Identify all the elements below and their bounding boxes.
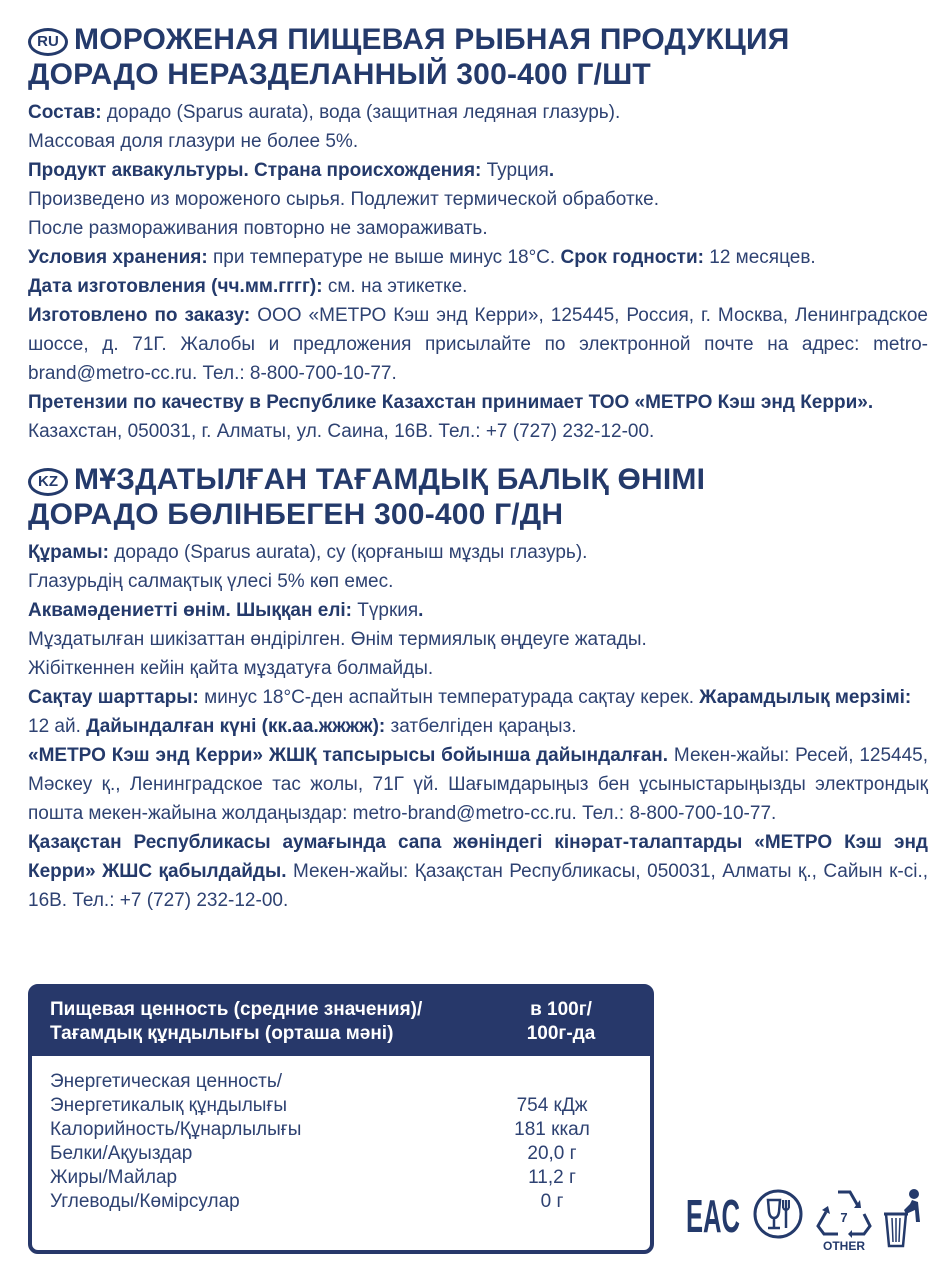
nutrition-header-title (32, 988, 472, 1056)
ru-storage-label: Условия хранения: (28, 247, 208, 268)
ru-production-date (28, 272, 928, 301)
table-row (50, 1190, 632, 1214)
ru-glaze: Массовая доля глазури не более 5%. (28, 131, 359, 152)
ru-made-label: Изготовлено по заказу: (28, 305, 251, 326)
food-contact-icon (752, 1188, 804, 1240)
tidyman-icon (882, 1186, 926, 1248)
kz-manufacturer (28, 741, 928, 828)
ru-title-line2: ДОРАДО НЕРАЗДЕЛАННЫЙ 300-400 Г/ШТ (28, 58, 651, 91)
ru-composition-label: Состав: (28, 102, 102, 123)
ru-date-label: Дата изготовления (чч.мм.гггг): (28, 276, 323, 297)
kz-composition (28, 538, 928, 567)
kz-aqua-label: Аквамәдениетті өнім. Шыққан елі: (28, 600, 352, 621)
nutrition-row-name: Калорийность/Құнарлылығы (50, 1119, 302, 1140)
kz-claims-label: Қазақстан Республикасы аумағында сапа жөніндегі кінәрат-талаптарды «МЕТРО Кэш энд Керри» ЖШС қабылдайды. (28, 832, 928, 882)
kz-language-badge: KZ (28, 468, 68, 496)
ru-aquaculture (28, 156, 928, 185)
kz-made-text: Мекен-жайы: Ресей, 125445, Мәскеу қ., Ленинградское тас жолы, 71Г үй. Шағымдарыңыз бен ұсыныстарыңызды электрондық пошта мекен-жайына жолдаңыздар: metro-brand@metro-cc.ru. Тел.: 8-800-700-10-77. (28, 745, 928, 824)
kz-claims-text: Мекен-жайы: Қазақстан Республикасы, 050031, Алматы қ., Сайын к-сі., 16В. Тел.: +7 (727) 232-12-00. (28, 861, 929, 911)
nutrition-row-value: 20,0 г (527, 1143, 577, 1164)
kz-shelf-text: 12 ай. (28, 716, 81, 737)
nutrition-row-energy-title (50, 1070, 632, 1094)
ru-made-text: ООО «МЕТРО Кэш энд Керри», 125445, Россия, г. Москва, Ленинградское шоссе, д. 71Г. Жалобы и предложения присылайте по электронной почте на адрес: metro-brand@metro-cc.ru. Тел.: 8-800-700-10-77. (28, 305, 928, 384)
kz-aquaculture (28, 596, 928, 625)
kz-title (74, 462, 705, 497)
kz-date-label: Дайындалған күні (кк.аа.жжжж): (86, 716, 386, 737)
kz-storage (28, 683, 928, 741)
ru-composition-text: дорадо (Sparus aurata), вода (защитная ледяная глазурь). (106, 102, 621, 123)
recycle-number: 7 (840, 1210, 848, 1225)
kz-claims (28, 828, 928, 915)
certification-marks (686, 1186, 926, 1256)
ru-shelf-text: 12 месяцев. (709, 247, 816, 268)
section-kz (28, 462, 928, 915)
eac-mark-text: EAC (686, 1190, 740, 1242)
ru-title-line1: МОРОЖЕНАЯ ПИЩЕВАЯ РЫБНАЯ ПРОДУКЦИЯ (74, 23, 790, 56)
ru-aqua-label: Продукт аквакультуры. Страна происхождения: (28, 160, 482, 181)
kz-composition-text: дорадо (Sparus aurata), су (қорғаныш мұзды глазурь). (114, 542, 588, 563)
kz-shelf-label: Жарамдылық мерзімі: (699, 687, 912, 708)
kz-title-line1: МҰЗДАТЫЛҒАН ТАҒАМДЫҚ БАЛЫҚ ӨНІМІ (74, 463, 706, 496)
nutrition-table (28, 984, 654, 1254)
kz-storage-text: минус 18°С-ден аспайтын температурада сақтау керек. (204, 687, 695, 708)
ru-refreeze: После размораживания повторно не замораживать. (28, 218, 488, 239)
nutrition-energy-label-line1: Энергетическая ценность/ (50, 1071, 283, 1092)
label-text (28, 22, 928, 915)
ru-aqua-value: Турция (486, 160, 549, 181)
table-row (50, 1166, 632, 1190)
kz-aqua-dot: . (418, 600, 424, 621)
nutrition-row-name: Белки/Ақуыздар (50, 1143, 193, 1164)
section-ru (28, 22, 928, 446)
nutrition-row-name: Углеводы/Көмірсулар (50, 1191, 240, 1212)
kz-storage-label: Сақтау шарттары: (28, 687, 199, 708)
kz-body (28, 538, 928, 915)
kz-title-line2: ДОРАДО БӨЛІНБЕГЕН 300-400 Г/ДН (28, 498, 564, 531)
ru-claims-label: Претензии по качеству в Республике Казахстан принимает ТОО «МЕТРО Кэш энд Керри». (28, 392, 874, 413)
kz-composition-label: Құрамы: (28, 542, 109, 563)
ru-title (74, 22, 790, 57)
nutrition-row-value: 11,2 г (528, 1167, 576, 1188)
table-row (50, 1142, 632, 1166)
nutrition-header-per-line1: в 100г/ (530, 999, 592, 1020)
nutrition-energy-label-line2: Энергетикалық құндылығы (50, 1095, 288, 1116)
nutrition-row-value: 0 г (540, 1191, 564, 1212)
ru-produced: Произведено из мороженого сырья. Подлежит термической обработке. (28, 189, 660, 210)
ru-composition (28, 98, 928, 127)
nutrition-row-name: Жиры/Майлар (50, 1167, 178, 1188)
ru-body (28, 98, 928, 446)
eac-mark (686, 1188, 742, 1242)
nutrition-header-title-line2: Тағамдық құндылығы (орташа мәні) (50, 1023, 394, 1044)
ru-language-badge: RU (28, 28, 68, 56)
nutrition-header-per (472, 988, 650, 1056)
ru-heading (28, 22, 928, 57)
nutrition-header-per-line2: 100г-да (526, 1023, 596, 1044)
ru-aqua-dot: . (548, 160, 555, 181)
kz-made-label: «МЕТРО Кэш энд Керри» ЖШҚ тапсырысы бойынша дайындалған. (28, 745, 669, 766)
nutrition-header (32, 988, 650, 1056)
kz-refreeze: Жібіткеннен кейін қайта мұздатуға болмайды. (28, 658, 434, 679)
ru-storage (28, 243, 928, 272)
ru-claims-text: Казахстан, 050031, г. Алматы, ул. Саина, 16В. Тел.: +7 (727) 232-12-00. (28, 421, 655, 442)
kz-aqua-value: Түркия (357, 600, 419, 621)
kz-date-text: затбелгіден қараңыз. (390, 716, 577, 737)
nutrition-row-value: 181 ккал (514, 1119, 590, 1140)
nutrition-header-title-line1: Пищевая ценность (средние значения)/ (50, 999, 423, 1020)
recycle-icon (814, 1186, 874, 1252)
ru-shelf-label: Срок годности: (560, 247, 704, 268)
kz-heading (28, 462, 928, 497)
nutrition-row-energy (50, 1094, 632, 1118)
ru-manufacturer (28, 301, 928, 388)
ru-storage-text: при температуре не выше минус 18°С. (212, 247, 556, 268)
nutrition-energy-value: 754 кДж (516, 1095, 588, 1116)
nutrition-energy-spacer (472, 1070, 632, 1094)
ru-claims (28, 388, 928, 446)
ru-date-text: см. на этикетке. (327, 276, 468, 297)
recycle-label: OTHER (823, 1239, 865, 1253)
nutrition-body (32, 1056, 650, 1214)
kz-produced: Мұздатылған шикізаттан өндірілген. Өнім термиялық өңдеуге жатады. (28, 629, 647, 650)
kz-glaze: Глазурьдің салмақтық үлесі 5% көп емес. (28, 571, 394, 592)
table-row (50, 1118, 632, 1142)
